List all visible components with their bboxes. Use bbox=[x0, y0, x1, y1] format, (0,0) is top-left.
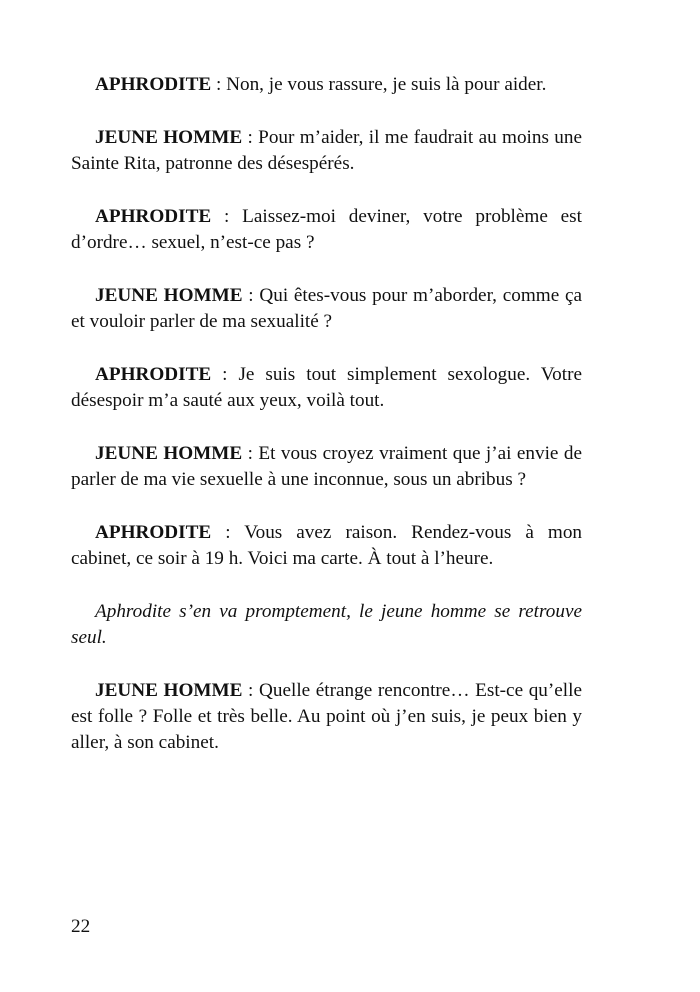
stage-direction: Aphrodite s’en va promptement, le jeune homme se retrouve seul. bbox=[71, 601, 582, 648]
dialogue-line bbox=[71, 204, 582, 256]
book-page-text bbox=[71, 72, 582, 783]
line-text: Qui êtes-vous pour m’aborder, comme ça et vouloir parler de ma sexualité ? bbox=[71, 285, 582, 332]
line-text: Pour m’aider, il me faudrait au moins une Sainte Rita, patronne des désespérés. bbox=[71, 127, 582, 174]
line-text: Je suis tout simplement sexologue. Votre désespoir m’a sauté aux yeux, voilà tout. bbox=[71, 364, 582, 411]
dialogue-line bbox=[71, 362, 582, 414]
dialogue-line bbox=[71, 441, 582, 493]
line-text: Quelle étrange rencontre… Est-ce qu’elle est folle ? Folle et très belle. Au point où j’en suis, je peux bien y aller, à son cabinet. bbox=[71, 680, 582, 753]
dialogue-line bbox=[71, 520, 582, 572]
separator: : bbox=[242, 127, 259, 148]
dialogue-line bbox=[71, 678, 582, 756]
separator: : bbox=[211, 364, 239, 385]
page-number: 22 bbox=[71, 916, 91, 937]
speaker-name: APHRODITE bbox=[95, 74, 212, 95]
line-text: Laissez-moi deviner, votre problème est d’ordre… sexuel, n’est-ce pas ? bbox=[71, 206, 582, 253]
dialogue-line bbox=[71, 125, 582, 177]
speaker-name: APHRODITE bbox=[95, 206, 212, 227]
speaker-name: JEUNE HOMME bbox=[95, 127, 243, 148]
separator: : bbox=[211, 74, 227, 95]
separator: : bbox=[242, 680, 260, 701]
speaker-name: APHRODITE bbox=[95, 522, 212, 543]
line-text: Non, je vous rassure, je suis là pour aider. bbox=[226, 74, 547, 95]
line-text: Et vous croyez vraiment que j’ai envie de parler de ma vie sexuelle à une inconnue, sous un abribus ? bbox=[71, 443, 582, 490]
speaker-name: JEUNE HOMME bbox=[95, 443, 243, 464]
separator: : bbox=[242, 285, 260, 306]
speaker-name: APHRODITE bbox=[95, 364, 212, 385]
speaker-name: JEUNE HOMME bbox=[95, 680, 243, 701]
separator: : bbox=[211, 522, 245, 543]
speaker-name: JEUNE HOMME bbox=[95, 285, 243, 306]
line-text: Vous avez raison. Rendez-vous à mon cabinet, ce soir à 19 h. Voici ma carte. À tout à l’heure. bbox=[71, 522, 583, 569]
separator: : bbox=[211, 206, 243, 227]
dialogue-line bbox=[71, 283, 582, 335]
separator: : bbox=[242, 443, 259, 464]
dialogue-line bbox=[71, 72, 582, 98]
